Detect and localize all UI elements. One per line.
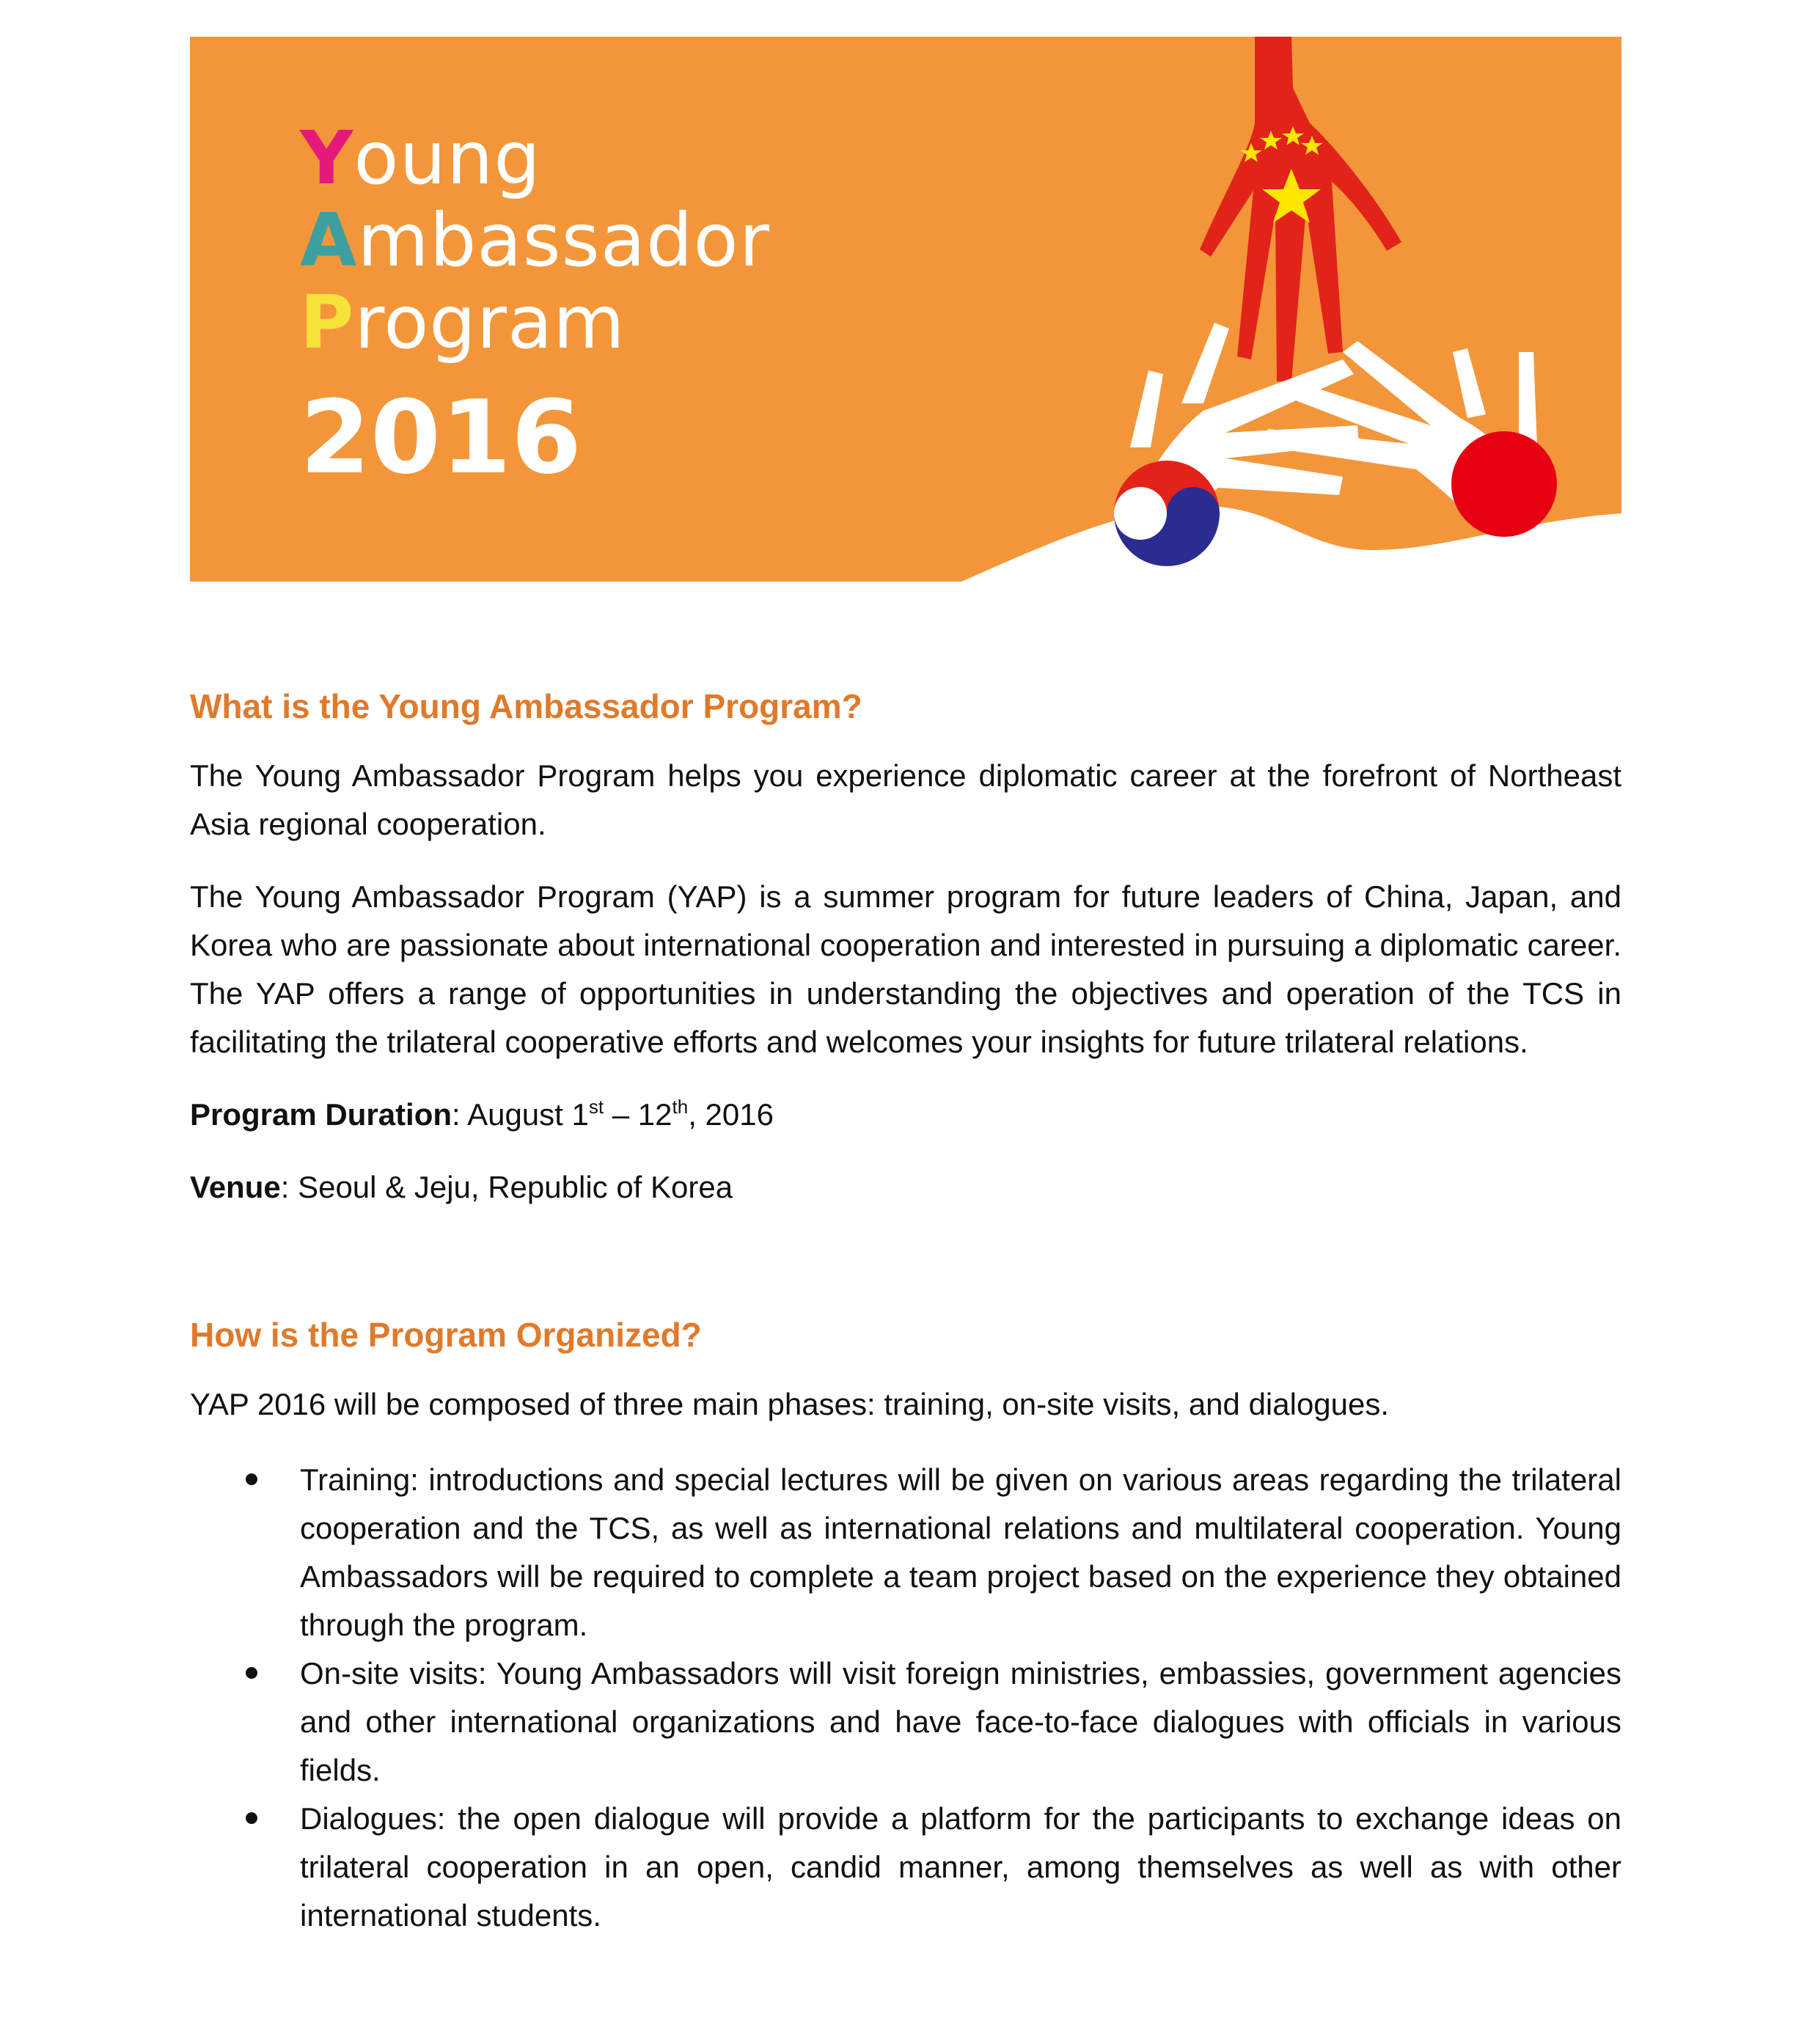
bullet-icon bbox=[246, 1812, 257, 1824]
phases-list bbox=[190, 1456, 1621, 1940]
section-heading-organized: How is the Program Organized? bbox=[190, 1316, 702, 1354]
program-duration: Program Duration: August 1st – 12th, 2016 bbox=[190, 1096, 774, 1132]
list-item: On-site visits: Young Ambassadors will visit foreign ministries, embassies, government agencies and other international organizations and have face-to-face dialogues with officials in various fields. bbox=[190, 1649, 1621, 1795]
banner-title bbox=[300, 115, 770, 497]
china-hand-icon bbox=[1200, 37, 1401, 381]
banner-line-young: Young bbox=[300, 115, 541, 201]
list-item: Dialogues: the open dialogue will provide a platform for the participants to exchange ideas on trilateral cooperation in an open, candid manner, among themselves as well as with other international students. bbox=[190, 1795, 1621, 1940]
phases-intro: YAP 2016 will be composed of three main phases: training, on-site visits, and dialogues. bbox=[190, 1387, 1390, 1421]
list-item: Training: introductions and special lectures will be given on various areas regarding the trilateral cooperation and the TCS, as well as international relations and multilateral cooperation. Young Ambassadors will be required to complete a team project based on the experience they obtained through the program. bbox=[190, 1456, 1621, 1649]
japan-flag-circle-icon bbox=[1451, 431, 1557, 537]
program-banner bbox=[190, 37, 1621, 582]
banner-line-program: Program bbox=[300, 279, 626, 365]
three-hands-illustration bbox=[961, 37, 1621, 582]
venue-label: Venue bbox=[190, 1170, 281, 1204]
section-heading-what-is: What is the Young Ambassador Program? bbox=[190, 687, 862, 725]
program-venue: Venue: Seoul & Jeju, Republic of Korea bbox=[190, 1170, 733, 1204]
duration-label: Program Duration bbox=[190, 1097, 452, 1132]
korea-flag-circle-icon bbox=[1114, 461, 1220, 566]
banner-year: 2016 bbox=[300, 378, 582, 497]
bullet-icon bbox=[246, 1667, 257, 1679]
bullet-icon bbox=[246, 1473, 257, 1485]
banner-line-ambassador: Ambassador bbox=[300, 197, 770, 283]
description-paragraph: The Young Ambassador Program (YAP) is a summer program for future leaders of China, Japan, and Korea who are passionate about international cooperation and interested in pursuing a diplomatic career. The YAP offers a range of opportunities in understanding the objectives and operation of the TCS in facilitating the trilateral cooperative efforts and welcomes your insights for future trilateral relations. bbox=[190, 879, 1621, 1059]
intro-paragraph: The Young Ambassador Program helps you experience diplomatic career at the forefront of Northeast Asia regional cooperation. bbox=[190, 758, 1621, 841]
document-body bbox=[190, 686, 1621, 1940]
